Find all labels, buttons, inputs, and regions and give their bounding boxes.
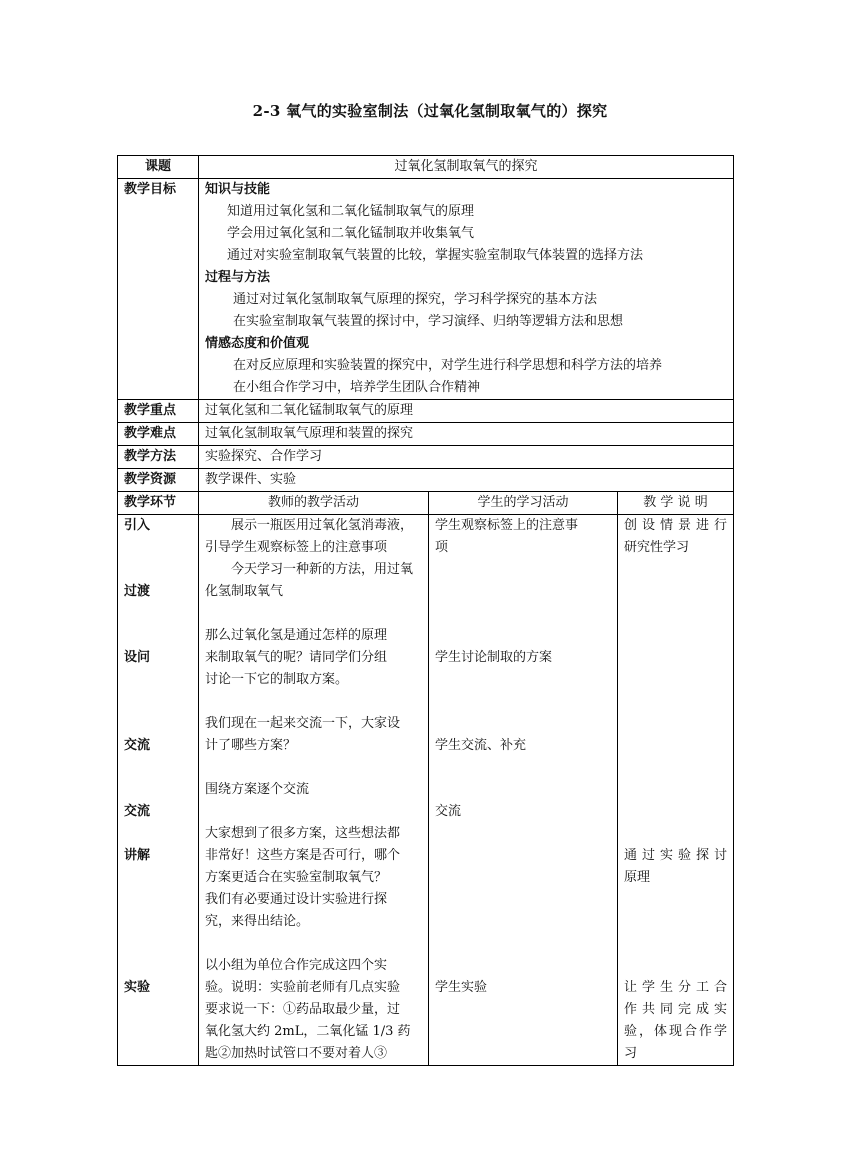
student-activity-cell (429, 515, 618, 1066)
teacher-text: 化氢制取氧气 (205, 584, 284, 599)
goals-label: 教学目标 (118, 179, 199, 400)
note-text: 通过实验探讨 (624, 848, 728, 863)
steps-header-note: 教 学 说 明 (618, 492, 734, 515)
row-steps-header (118, 492, 734, 515)
teacher-text: 究，来得出结论。 (205, 914, 310, 929)
student-text: 交流 (435, 804, 462, 819)
teacher-text: 我们现在一起来交流一下，大家设 (205, 716, 401, 731)
teacher-text: 展示一瓶医用过氧化氢消毒液， (231, 518, 414, 533)
note-text: 创设情景进行 (624, 518, 728, 533)
step-label: 交流 (124, 738, 151, 753)
goals-item: 通过对实验室制取氧气装置的比较，掌握实验室制取气体装置的选择方法 (227, 248, 644, 263)
steps-header-label: 教学环节 (118, 492, 199, 515)
method-value: 实验探究、合作学习 (199, 446, 734, 469)
step-label: 实验 (124, 980, 151, 995)
resource-label: 教学资源 (118, 469, 199, 492)
goals-section-1-title: 知识与技能 (205, 182, 271, 197)
teacher-activity-cell (199, 515, 429, 1066)
step-label: 讲解 (124, 848, 151, 863)
note-text: 习 (624, 1046, 638, 1061)
goals-item: 通过对过氧化氢制取氧气原理的探究，学习科学探究的基本方法 (233, 292, 598, 307)
teacher-text: 计了哪些方案？ (205, 738, 297, 753)
resource-value: 教学课件、实验 (199, 469, 734, 492)
row-key-point (118, 400, 734, 423)
goals-item: 学会用过氧化氢和二氧化锰制取并收集氧气 (227, 226, 475, 241)
teaching-notes-cell (618, 515, 734, 1066)
teacher-text: 验。说明：实验前老师有几点实验 (205, 980, 401, 995)
row-goals (118, 179, 734, 400)
key-label: 教学重点 (118, 400, 199, 423)
goals-section-2-title: 过程与方法 (205, 270, 271, 285)
teacher-text: 大家想到了很多方案，这些想法都 (205, 826, 401, 841)
difficult-label: 教学难点 (118, 423, 199, 446)
teacher-text: 方案更适合在实验室制取氧气？ (205, 870, 388, 885)
goals-item: 在实验室制取氧气装置的探讨中，学习演绎、归纳等逻辑方法和思想 (233, 314, 624, 329)
note-text: 让学生分工合 (624, 980, 728, 995)
step-label: 引入 (124, 518, 151, 533)
row-method (118, 446, 734, 469)
goals-item: 在对反应原理和实验装置的探究中，对学生进行科学思想和科学方法的培养 (233, 358, 663, 373)
row-resource (118, 469, 734, 492)
topic-value: 过氧化氢制取氧气的探究 (199, 156, 734, 179)
note-text: 原理 (624, 870, 651, 885)
teacher-text: 要求说一下：①药品取最少量，过 (205, 1002, 401, 1017)
student-text: 学生交流、补充 (435, 738, 527, 753)
key-value: 过氧化氢和二氧化锰制取氧气的原理 (199, 400, 734, 423)
student-text: 学生观察标签上的注意事 (435, 518, 579, 533)
note-text: 研究性学习 (624, 540, 690, 555)
steps-header-student: 学生的学习活动 (429, 492, 618, 515)
row-steps-body (118, 515, 734, 1066)
goals-item: 知道用过氧化氢和二氧化锰制取氧气的原理 (227, 204, 475, 219)
teacher-text: 以小组为单位合作完成这四个实 (205, 958, 388, 973)
step-labels-cell (118, 515, 199, 1066)
document-title: 2-3 氧气的实验室制法（过氧化氢制取氧气的）探究 (252, 102, 608, 120)
teacher-text: 氧化氢大约 2mL，二氧化锰 1/3 药 (205, 1024, 411, 1039)
teacher-text: 那么过氧化氢是通过怎样的原理 (205, 628, 388, 643)
row-difficult-point (118, 423, 734, 446)
lesson-plan-table (117, 155, 734, 1066)
teacher-text: 讨论一下它的制取方案。 (205, 672, 349, 687)
student-text: 项 (435, 540, 449, 555)
steps-header-teacher: 教师的教学活动 (199, 492, 429, 515)
student-text: 学生讨论制取的方案 (435, 650, 553, 665)
teacher-text: 围绕方案逐个交流 (205, 782, 310, 797)
difficult-value: 过氧化氢制取氧气原理和装置的探究 (199, 423, 734, 446)
goals-item: 在小组合作学习中，培养学生团队合作精神 (233, 380, 481, 395)
teacher-text: 今天学习一种新的方法，用过氧 (231, 562, 414, 577)
step-label: 过渡 (124, 584, 151, 599)
student-text: 学生实验 (435, 980, 488, 995)
topic-label: 课题 (118, 156, 199, 179)
goals-section-3-title: 情感态度和价值观 (205, 336, 310, 351)
row-topic (118, 156, 734, 179)
note-text: 验，体现合作学 (624, 1024, 728, 1039)
teacher-text: 匙②加热时试管口不要对着人③ (205, 1046, 388, 1061)
method-label: 教学方法 (118, 446, 199, 469)
teacher-text: 来制取氧气的呢？请同学们分组 (205, 650, 388, 665)
teacher-text: 我们有必要通过设计实验进行探 (205, 892, 388, 907)
goals-content (199, 179, 734, 400)
step-label: 设问 (124, 650, 151, 665)
step-label: 交流 (124, 804, 151, 819)
teacher-text: 引导学生观察标签上的注意事项 (205, 540, 388, 555)
note-text: 作共同完成实 (624, 1002, 728, 1017)
teacher-text: 非常好！这些方案是否可行，哪个 (205, 848, 401, 863)
